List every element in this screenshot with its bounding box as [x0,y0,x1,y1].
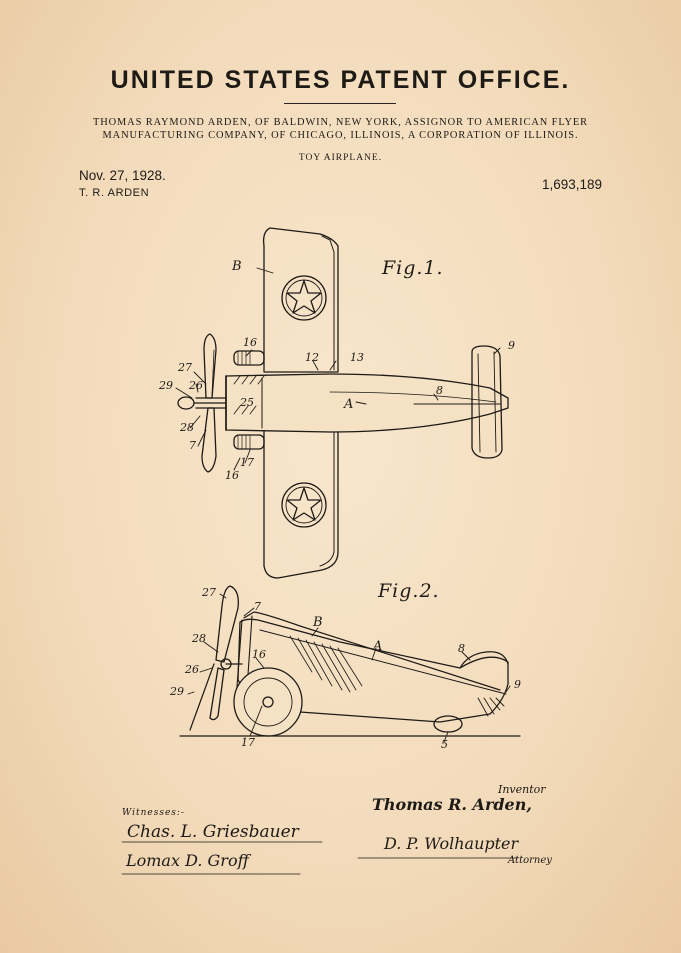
fig1-ref-A: A [344,397,354,412]
fig1-ref-B: B [232,259,242,274]
witnesses-label: Witnesses:- [122,808,185,818]
fig2-ref-8: 8 [458,642,465,655]
fig2-ref-9: 9 [514,678,521,691]
inventor-label: Inventor [498,783,546,796]
witness-1-signature: Chas. L. Griesbauer [127,822,299,842]
attorney-label: Attorney [508,855,552,866]
fig2-ref-7: 7 [254,600,261,613]
assignor-line-1: THOMAS RAYMOND ARDEN, OF BALDWIN, NEW YORK, ASSIGNOR TO AMERICAN FLYER [92,117,589,128]
assignor-line-2: MANUFACTURING COMPANY, OF CHICAGO, ILLINOIS, A CORPORATION OF ILLINOIS. [102,130,579,141]
fig2-ref-17: 17 [241,736,255,749]
fig1-ref-29: 29 [159,379,173,392]
inventor-signature: Thomas R. Arden, [372,795,532,814]
fig1-lower-wing-edge [320,432,334,566]
fig2-ref-28: 28 [192,632,206,645]
fig1-ref-8: 8 [436,384,443,397]
office-title: UNITED STATES PATENT OFFICE. [110,66,571,94]
fig2-ref-A: A [373,639,383,654]
fig2-tail-fin [460,652,508,668]
fig2-ref-5: 5 [441,738,448,751]
fig1-label: Fig.1. [382,257,444,279]
attorney-signature: D. P. Wolhaupter [384,834,519,853]
fig1-ref-13: 13 [350,351,364,364]
fig1-ref-26: 26 [189,379,203,392]
fig1-ref-16-bottom: 16 [225,469,239,482]
fig1-ref-7: 7 [189,439,196,452]
witness-2-signature: Lomax D. Groff [126,851,249,870]
fig1-propeller [204,334,216,398]
patent-date: Nov. 27, 1928. [79,168,166,183]
fig2-airplane-side-view [180,586,520,742]
fig2-ref-26: 26 [185,663,199,676]
fig2-ref-27: 27 [202,586,216,599]
fig1-ref-16-top: 16 [243,336,257,349]
fig2-label: Fig.2. [378,580,440,602]
fig1-fuselage [226,374,508,432]
fig1-ref-25: 25 [240,396,254,409]
fig1-ref-12: 12 [305,351,319,364]
inventor-short-name: T. R. ARDEN [79,187,150,199]
fig2-ref-29: 29 [170,685,184,698]
fig1-upper-wing [264,228,338,372]
fig1-ref-27: 27 [178,361,192,374]
fig1-propeller-hub [178,397,194,409]
invention-title: TOY AIRPLANE. [298,153,383,163]
fig2-ref-16: 16 [252,648,266,661]
fig2-ref-B: B [313,615,323,630]
fig1-lower-wing [264,430,338,578]
fig2-propeller [216,586,238,662]
fig1-upper-star [287,281,321,313]
fig1-ref-28: 28 [180,421,194,434]
fig2-rear-wheel [434,716,462,732]
fig1-ref-17: 17 [240,456,254,469]
fig1-lower-star [287,488,321,520]
fig1-ref-9: 9 [508,339,515,352]
fig1-airplane-top-view [176,228,508,578]
patent-number: 1,693,189 [541,177,602,192]
fig1-engine-cylinder-lower [234,435,264,449]
fig1-upper-wing-edge [322,236,334,370]
